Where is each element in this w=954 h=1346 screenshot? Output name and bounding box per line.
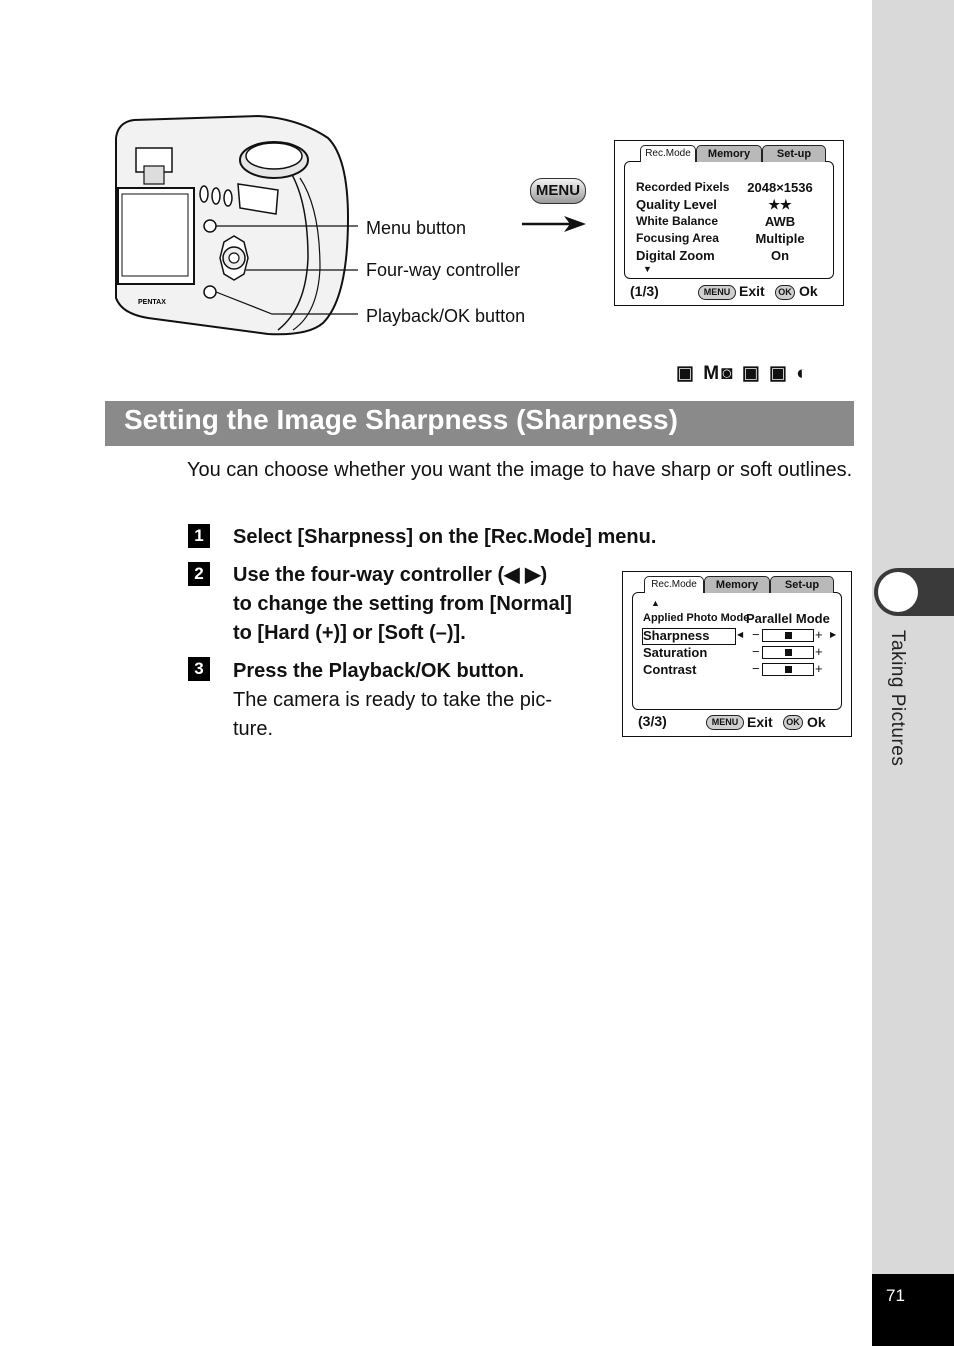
ok-pill: OK: [775, 285, 795, 300]
step-number: 2: [188, 562, 210, 586]
plus-sign: +: [815, 627, 823, 642]
tab-set-up: Set-up: [770, 576, 834, 593]
callout-playback-ok-button: Playback/OK button: [366, 306, 526, 326]
mode-icons: ▣ M◙ ▣ ▣ ◐: [676, 363, 810, 384]
menu-page-indicator: (1/3): [630, 283, 659, 299]
menu-button-badge: MENU: [530, 178, 586, 204]
minus-sign: −: [752, 644, 760, 659]
slider-knob: [785, 632, 792, 639]
step-text: Use the four-way controller (◀ ▶): [233, 564, 548, 586]
callout-menu-button: Menu button: [366, 218, 467, 238]
menu-row-label: Focusing Area: [636, 231, 719, 245]
exit-label: Exit: [739, 283, 765, 299]
sharpness-slider: [762, 629, 814, 642]
ok-label: Ok: [807, 714, 826, 730]
contrast-slider: [762, 663, 814, 676]
side-tab-bar: [872, 0, 954, 1346]
chapter-marker-circle: [878, 572, 918, 612]
scroll-up-icon: ▲: [651, 598, 660, 608]
menu-row-value: 2048×1536: [747, 180, 813, 195]
callout-four-way-controller: Four-way controller: [366, 260, 521, 280]
right-arrow-icon: [520, 212, 588, 236]
page-number: 71: [886, 1286, 905, 1305]
menu-pill: MENU: [706, 715, 744, 730]
menu-row-label: Recorded Pixels: [636, 180, 730, 194]
minus-sign: −: [752, 661, 760, 676]
intro-paragraph: You can choose whether you want the image to have sharp or soft outlines.: [187, 459, 853, 481]
tab-set-up: Set-up: [762, 145, 826, 162]
setting-label: Saturation: [643, 645, 708, 660]
setting-label: Sharpness: [643, 628, 710, 643]
step-number: 1: [188, 524, 210, 548]
step-text: Press the Playback/OK button.: [233, 660, 525, 682]
menu-page-indicator: (3/3): [638, 713, 667, 729]
exit-label: Exit: [747, 714, 773, 730]
menu-row-value: AWB: [764, 214, 796, 229]
menu-row-value: On: [770, 248, 790, 263]
menu-row-label: Quality Level: [636, 197, 717, 212]
plus-sign: +: [815, 644, 823, 659]
setting-label: Contrast: [643, 662, 697, 677]
camera-brand: PENTAX: [138, 299, 166, 306]
tab-memory: Memory: [704, 576, 770, 593]
slider-knob: [785, 666, 792, 673]
left-arrow-icon: ◀: [737, 630, 744, 639]
tab-memory: Memory: [696, 145, 762, 162]
tab-rec-mode: Rec.Mode: [644, 576, 704, 593]
camera-illustration: [108, 108, 358, 340]
ok-pill: OK: [783, 715, 803, 730]
applied-photo-mode-value: Parallel Mode: [746, 611, 830, 626]
step-text: Select [Sharpness] on the [Rec.Mode] menu.: [233, 526, 657, 548]
tab-rec-mode: Rec.Mode: [640, 145, 696, 162]
menu-row-value: ★★: [768, 197, 792, 212]
applied-photo-mode-label: Applied Photo Mode: [643, 612, 750, 624]
section-label: Taking Pictures: [887, 630, 908, 767]
menu-pill: MENU: [698, 285, 736, 300]
saturation-slider: [762, 646, 814, 659]
minus-sign: −: [752, 627, 760, 642]
scroll-down-icon: ▼: [643, 264, 652, 274]
step-text: to change the setting from [Normal]: [233, 593, 572, 615]
right-arrow-icon: ▶: [830, 630, 837, 639]
page-number-box: [872, 1274, 954, 1346]
menu-row-label: Digital Zoom: [636, 248, 715, 263]
plus-sign: +: [815, 661, 823, 676]
ok-label: Ok: [799, 283, 818, 299]
menu-row-label: White Balance: [636, 214, 719, 228]
section-title: Setting the Image Sharpness (Sharpness): [124, 404, 678, 435]
step-text: to [Hard (+)] or [Soft (–)].: [233, 622, 466, 644]
step-subtext: ture.: [233, 718, 274, 740]
step-subtext: The camera is ready to take the pic-: [233, 689, 553, 711]
slider-knob: [785, 649, 792, 656]
menu-row-value: Multiple: [755, 231, 805, 246]
step-number: 3: [188, 657, 210, 681]
